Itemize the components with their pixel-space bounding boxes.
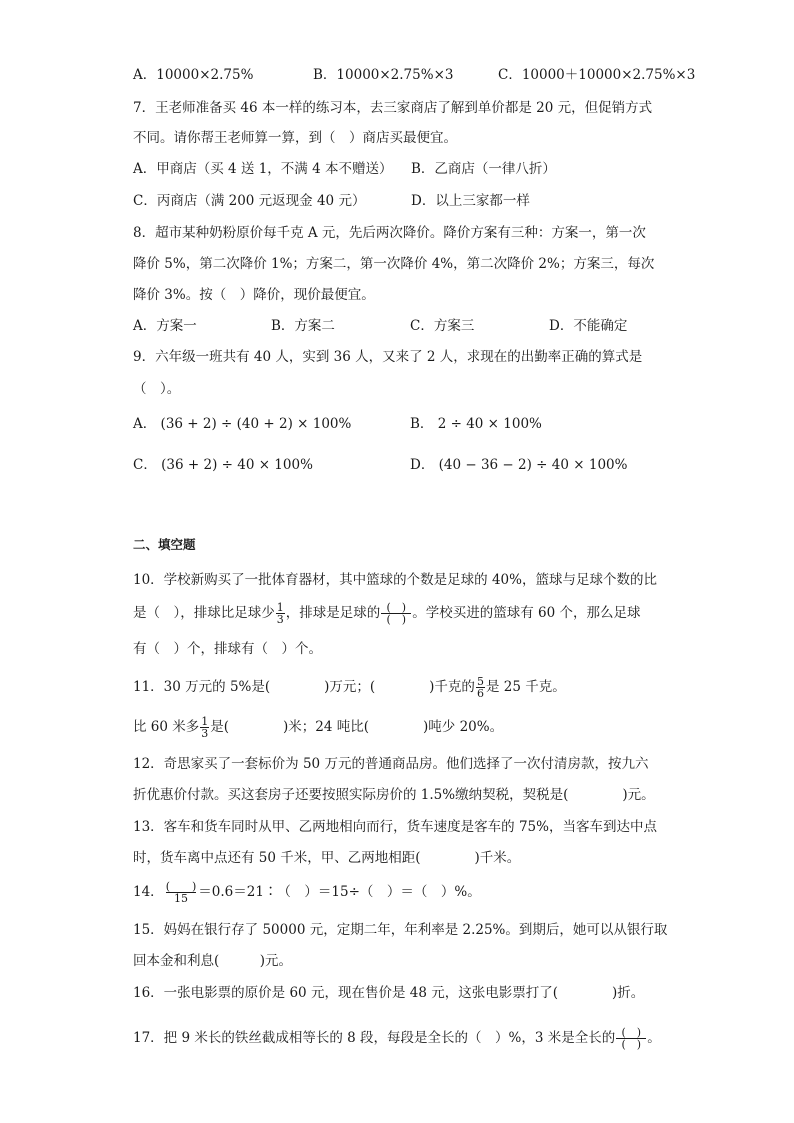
- q7-option-d: D．以上三家都一样: [411, 193, 530, 209]
- q12-stem-line2: 折优惠价付款。买这套房子还要按照实际房价的 1.5%缴纳契税，契税是( )元。: [133, 787, 655, 803]
- q8-option-b: B．方案二: [271, 318, 335, 334]
- fraction-numerator: ( ): [386, 601, 407, 614]
- q10-stem-line2: [133, 598, 641, 628]
- fraction-numerator: 1: [201, 715, 209, 728]
- fraction-numerator: ( ): [165, 880, 197, 893]
- q8-option-a: A．方案一: [133, 318, 197, 334]
- q14-label: 14．: [133, 884, 164, 900]
- q9-option-a-expr: (36 + 2) ÷ (40 + 2) × 100%: [160, 416, 352, 432]
- q6-option-c: C．10000＋10000×2.75%×3: [498, 67, 696, 83]
- q17-stem: [133, 1022, 661, 1054]
- section-heading-fill-in: 二、填空题: [133, 537, 196, 552]
- q11-text-a: 11．30 万元的 5%是( )万元；( )千克的: [133, 679, 475, 695]
- q10-stem-line3: 有（ ）个，排球有（ ）个。: [133, 641, 322, 657]
- q13-stem-line1: 13．客车和货车同时从甲、乙两地相向而行，货车速度是客车的 75%，当客车到达中点: [133, 819, 657, 835]
- fraction-numerator: 5: [476, 675, 484, 688]
- q9-option-b: [410, 415, 542, 433]
- q9-option-d-expr: (40 − 36 − 2) ÷ 40 × 100%: [438, 457, 628, 473]
- q11-text-c: 比 60 米多: [133, 719, 200, 735]
- q8-stem-line1: 8．超市某种奶粉原价每千克 A 元，先后两次降价。降价方案有三种：方案一，第一次: [133, 225, 646, 241]
- q9-option-c-expr: (36 + 2) ÷ 40 × 100%: [161, 457, 313, 473]
- q7-option-b: B．乙商店（一律八折）: [411, 161, 556, 177]
- fraction-numerator: 1: [276, 601, 284, 614]
- q9-option-c-label: C．: [133, 457, 157, 473]
- q14-stem: [133, 876, 481, 908]
- q8-stem-line2: 降价 5%，第二次降价 1%；方案二，第一次降价 4%，第二次降价 2%；方案三，每次: [133, 256, 655, 272]
- q9-stem-line1: 9．六年级一班共有 40 人，实到 36 人，又来了 2 人，求现在的出勤率正确的算式是: [133, 349, 643, 365]
- q8-option-d: D．不能确定: [549, 318, 628, 334]
- q10-text-c: 。学校买进的篮球有 60 个，那么足球: [412, 605, 641, 621]
- q10-text-b: ，排球是足球的: [285, 605, 381, 621]
- q11-fraction-one-third: [200, 716, 209, 739]
- fraction-numerator: ( ): [621, 1026, 642, 1039]
- fraction-denominator: ( ): [616, 1038, 646, 1050]
- q14-rest: ＝0.6＝21∶（ ）＝15÷（ ）＝（ ）%。: [198, 884, 481, 900]
- q12-stem-line1: 12．奇思家买了一套标价为 50 万元的普通商品房。他们选择了一次付清房款，按九六: [133, 756, 649, 772]
- q9-option-a-label: A．: [133, 416, 157, 432]
- q7-stem-line1: 7．王老师准备买 46 本一样的练习本，去三家商店了解到单价都是 20 元，但促销方式: [133, 100, 653, 116]
- q17-end: 。: [647, 1030, 661, 1046]
- q7-stem-line2: 不同。请你帮王老师算一算，到（ ）商店买最便宜。: [133, 130, 457, 146]
- fraction-denominator: 3: [276, 613, 284, 626]
- q14-fraction-blank-over-15: [165, 881, 198, 904]
- q6-option-b: B．10000×2.75%×3: [313, 67, 454, 83]
- q11-text-d: 是( )米；24 吨比( )吨少 20%。: [210, 719, 504, 735]
- q9-option-d: [410, 456, 627, 474]
- q11-fraction-five-sixths: [476, 676, 485, 699]
- q10-fraction-blank: [381, 602, 411, 625]
- q6-option-a: A．10000×2.75%: [133, 67, 254, 83]
- q7-option-a: A．甲商店（买 4 送 1，不满 4 本不赠送）: [133, 161, 393, 177]
- q13-stem-line2: 时，货车离中点还有 50 千米，甲、乙两地相距( )千米。: [133, 850, 521, 866]
- q10-stem-line1: 10．学校新购买了一批体育器材，其中篮球的个数是足球的 40%，篮球与足球个数的比: [133, 572, 657, 588]
- q9-option-d-label: D．: [410, 457, 435, 473]
- fraction-denominator: ( ): [381, 613, 411, 625]
- q17-fraction-blank: [616, 1027, 646, 1050]
- q15-stem-line2: 回本金和利息( )元。: [133, 953, 293, 969]
- q10-text-a: 是（ ），排球比足球少: [133, 605, 275, 621]
- q10-fraction-one-third: [276, 602, 285, 625]
- q7-option-c: C．丙商店（满 200 元返现金 40 元）: [133, 193, 366, 209]
- q9-stem-line2: （ ）。: [133, 381, 181, 397]
- fraction-denominator: 15: [166, 892, 196, 904]
- q9-option-b-label: B．: [410, 416, 434, 432]
- q15-stem-line1: 15．妈妈在银行存了 50000 元，定期二年，年利率是 2.25%。到期后，她可以从银行取: [133, 922, 668, 938]
- q9-option-a: [133, 415, 351, 433]
- q9-option-b-expr: 2 ÷ 40 × 100%: [437, 416, 542, 432]
- fraction-denominator: 6: [476, 687, 484, 700]
- q16-stem-line1: 16．一张电影票的原价是 60 元，现在售价是 48 元，这张电影票打了( )折。: [133, 985, 645, 1001]
- q8-option-c: C．方案三: [410, 318, 475, 334]
- q11-stem-line2: [133, 712, 503, 742]
- q11-stem-line1: [133, 672, 566, 702]
- q8-stem-line3: 降价 3%。按（ ）降价，现价最便宜。: [133, 287, 375, 303]
- q9-option-c: [133, 456, 313, 474]
- fraction-denominator: 3: [201, 727, 209, 740]
- q17-text: 17．把 9 米长的铁丝截成相等长的 8 段，每段是全长的（ ）%，3 米是全长的: [133, 1030, 616, 1046]
- q11-text-b: 是 25 千克。: [485, 679, 566, 695]
